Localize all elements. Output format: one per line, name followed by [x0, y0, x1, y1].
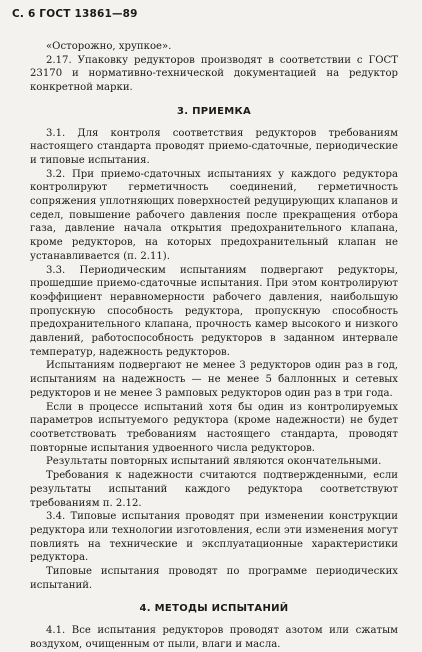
- paragraph: 4.1. Все испытания редукторов проводят азотом или сжатым воздухом, очищенным от пыли, влаги и масла.: [30, 625, 398, 650]
- paragraph: 3.2. При приемо-сдаточных испытаниях у каждого редуктора контролируют герметичность соединений, герметичность сопряжения уплотняющих поверхностей редуцирующих клапанов и седел, повышение рабочего давления после прекращения отбора газа, давление начала открытия предохранительного клапана, кроме редукторов, на которых предохранительный клапан не устанавливается (п. 2.11).: [30, 168, 398, 262]
- paragraph: Испытаниям подвергают не менее 3 редукторов один раз в год, испытаниям на надежность — не менее 5 баллонных и сетевых редукторов и не менее 3 рамповых редукторов один раз в три года.: [30, 360, 398, 399]
- paragraph: 3.4. Типовые испытания проводят при изменении конструкции редуктора или технологии изготовления, если эти изменения могут повлиять на технические и эксплуатационные характеристики редуктора.: [30, 511, 398, 564]
- paragraph: «Осторожно, хрупкое».: [46, 41, 172, 52]
- paragraph: Результаты повторных испытаний являются окончательными.: [46, 456, 382, 468]
- page-header: С. 6 ГОСТ 13861—89: [12, 8, 138, 20]
- paragraph: Если в процессе испытаний хотя бы один из контролируемых параметров испытуемого редуктора (кроме надежности) не будет соответствовать требованиям настоящего стандарта, проводят повторные испытания удвоенного числа редукторов.: [30, 401, 398, 454]
- paragraph: 3.1. Для контроля соответствия редукторов требованиям настоящего стандарта проводят приемо-сдаточные, периодические и типовые испытания.: [30, 127, 398, 166]
- paragraph: 3.3. Периодическим испытаниям подвергают редукторы, прошедшие приемо-сдаточные испытания. При этом контролируют коэффициент неравномерности рабочего давления, наибольшую пропускную способность редуктора, пропускную способность предохранительного клапана, прочность камер высокого и низкого давлений, работоспособность редукторов в заданном интервале температур, надежность редукторов.: [30, 264, 398, 358]
- section-heading-4: 4. МЕТОДЫ ИСПЫТАНИЙ: [139, 603, 289, 615]
- document-body: [30, 40, 398, 652]
- paragraph: 2.17. Упаковку редукторов производят в соответствии с ГОСТ 23170 и нормативно-технической документацией на редуктор конкретной марки.: [30, 54, 398, 94]
- paragraph: Требования к надежности считаются подтвержденными, если результаты испытаний каждого редуктора соответствуют требованиям п. 2.12.: [30, 470, 398, 509]
- paragraph: Типовые испытания проводят по программе периодических испытаний.: [30, 566, 398, 591]
- section-heading-3: 3. ПРИЕМКА: [176, 105, 251, 117]
